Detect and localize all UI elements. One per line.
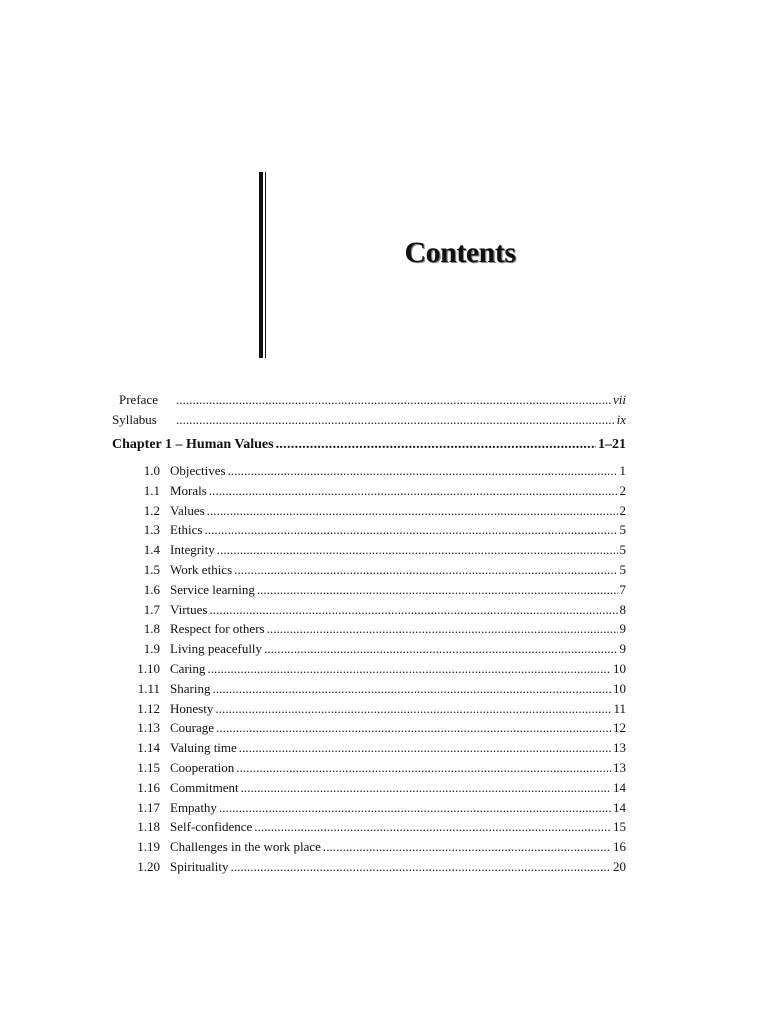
dot-leader [228, 463, 618, 479]
section-number: 1.0 [143, 463, 160, 478]
section-number: 1.15 [137, 760, 160, 775]
toc-section-entry[interactable] [130, 720, 626, 738]
section-page: 15 [613, 819, 626, 834]
dot-leader [276, 437, 596, 453]
section-number: 1.13 [137, 720, 160, 735]
section-page: 16 [613, 839, 626, 854]
section-title: Values [170, 503, 205, 518]
dot-leader [234, 562, 617, 578]
toc-section-entry[interactable] [130, 800, 626, 818]
section-title: Living peacefully [170, 641, 263, 656]
section-title: Commitment [170, 780, 239, 795]
dot-leader [210, 602, 618, 618]
section-page: 5 [619, 522, 626, 537]
section-number: 1.6 [143, 582, 160, 597]
section-title: Self-confidence [170, 819, 253, 834]
section-title: Cooperation [170, 760, 235, 775]
toc-section-entry[interactable] [130, 503, 626, 521]
section-number: 1.12 [137, 701, 160, 716]
section-title: Morals [170, 483, 207, 498]
section-page: 7 [619, 582, 626, 597]
section-page: 10 [613, 681, 626, 696]
page-title: Contents [404, 236, 516, 269]
section-number: 1.10 [137, 661, 160, 676]
toc-section-entry[interactable] [130, 483, 626, 501]
section-number: 1.2 [143, 503, 160, 518]
dot-leader [176, 412, 615, 428]
section-number: 1.14 [137, 740, 160, 755]
section-title: Work ethics [170, 562, 233, 577]
dot-leader [176, 392, 611, 408]
section-number: 1.18 [137, 819, 160, 834]
section-page: 11 [613, 701, 626, 716]
section-number: 1.7 [143, 602, 160, 617]
dot-leader [257, 582, 618, 598]
dot-leader [205, 522, 618, 538]
toc-section-entry[interactable] [130, 602, 626, 620]
dot-leader [212, 681, 611, 697]
section-title: Integrity [170, 542, 215, 557]
toc-entry-label: Syllabus [112, 412, 157, 427]
section-number: 1.4 [143, 542, 160, 557]
title-rule-thin [265, 172, 266, 358]
section-title: Ethics [170, 522, 203, 537]
section-number: 1.19 [137, 839, 160, 854]
section-number: 1.3 [143, 522, 160, 537]
section-number: 1.8 [143, 621, 160, 636]
section-number: 1.11 [137, 681, 160, 696]
toc-entry-syllabus[interactable] [112, 412, 626, 430]
section-page: 9 [619, 621, 626, 636]
toc-section-entry[interactable] [130, 681, 626, 699]
section-title: Sharing [170, 681, 211, 696]
dot-leader [215, 701, 611, 717]
toc-section-entry[interactable] [130, 819, 626, 837]
section-page: 2 [619, 483, 626, 498]
toc-section-entry[interactable] [130, 859, 626, 877]
toc-section-entry[interactable] [130, 839, 626, 857]
dot-leader [254, 819, 611, 835]
section-number: 1.16 [137, 780, 160, 795]
dot-leader [207, 661, 611, 677]
dot-leader [219, 800, 611, 816]
section-number: 1.1 [143, 483, 160, 498]
toc-section-entry[interactable] [130, 621, 626, 639]
dot-leader [267, 621, 618, 637]
toc-chapter-entry[interactable] [112, 437, 626, 457]
section-title: Courage [170, 720, 215, 735]
toc-section-entry[interactable] [130, 740, 626, 758]
section-title: Respect for others [170, 621, 265, 636]
section-page: 5 [619, 562, 626, 577]
section-page: 9 [619, 641, 626, 656]
dot-leader [323, 839, 611, 855]
section-title: Empathy [170, 800, 217, 815]
section-page: 2 [619, 503, 626, 518]
section-title: Spirituality [170, 859, 229, 874]
section-number: 1.17 [137, 800, 160, 815]
dot-leader [216, 720, 611, 736]
dot-leader [239, 740, 611, 756]
toc-section-entry[interactable] [130, 780, 626, 798]
toc-section-entry[interactable] [130, 463, 626, 481]
section-title: Honesty [170, 701, 214, 716]
section-page: 20 [613, 859, 626, 874]
toc-section-entry[interactable] [130, 542, 626, 560]
toc-entry-preface[interactable] [112, 392, 626, 410]
section-title: Service learning [170, 582, 255, 597]
section-page: 14 [613, 780, 626, 795]
section-page: 13 [613, 740, 626, 755]
section-number: 1.9 [143, 641, 160, 656]
section-title: Objectives [170, 463, 226, 478]
section-number: 1.5 [143, 562, 160, 577]
dot-leader [264, 641, 617, 657]
toc-section-entry[interactable] [130, 562, 626, 580]
toc-section-entry[interactable] [130, 582, 626, 600]
toc-entry-page: ix [616, 412, 626, 427]
dot-leader [241, 780, 611, 796]
toc-entry-page: vii [613, 392, 626, 407]
section-page: 12 [613, 720, 626, 735]
section-title: Valuing time [170, 740, 237, 755]
section-number: 1.20 [137, 859, 160, 874]
dot-leader [231, 859, 612, 875]
section-page: 5 [619, 542, 626, 557]
toc-section-entry[interactable] [130, 701, 626, 719]
dot-leader [236, 760, 611, 776]
section-page: 14 [613, 800, 626, 815]
section-title: Caring [170, 661, 206, 676]
toc-entry-label: Preface [119, 392, 158, 407]
section-title: Challenges in the work place [170, 839, 321, 854]
section-page: 10 [613, 661, 626, 676]
toc-section-entry[interactable] [130, 641, 626, 659]
dot-leader [217, 542, 618, 558]
title-rule-thick [259, 172, 263, 358]
chapter-pages: 1–21 [598, 437, 626, 452]
section-page: 1 [619, 463, 626, 478]
toc-section-entry[interactable] [130, 522, 626, 540]
section-title: Virtues [170, 602, 208, 617]
dot-leader [207, 503, 618, 519]
section-page: 8 [619, 602, 626, 617]
toc-section-entry[interactable] [130, 760, 626, 778]
dot-leader [209, 483, 618, 499]
chapter-title: Chapter 1 – Human Values [112, 437, 274, 452]
section-page: 13 [613, 760, 626, 775]
toc-section-entry[interactable] [130, 661, 626, 679]
